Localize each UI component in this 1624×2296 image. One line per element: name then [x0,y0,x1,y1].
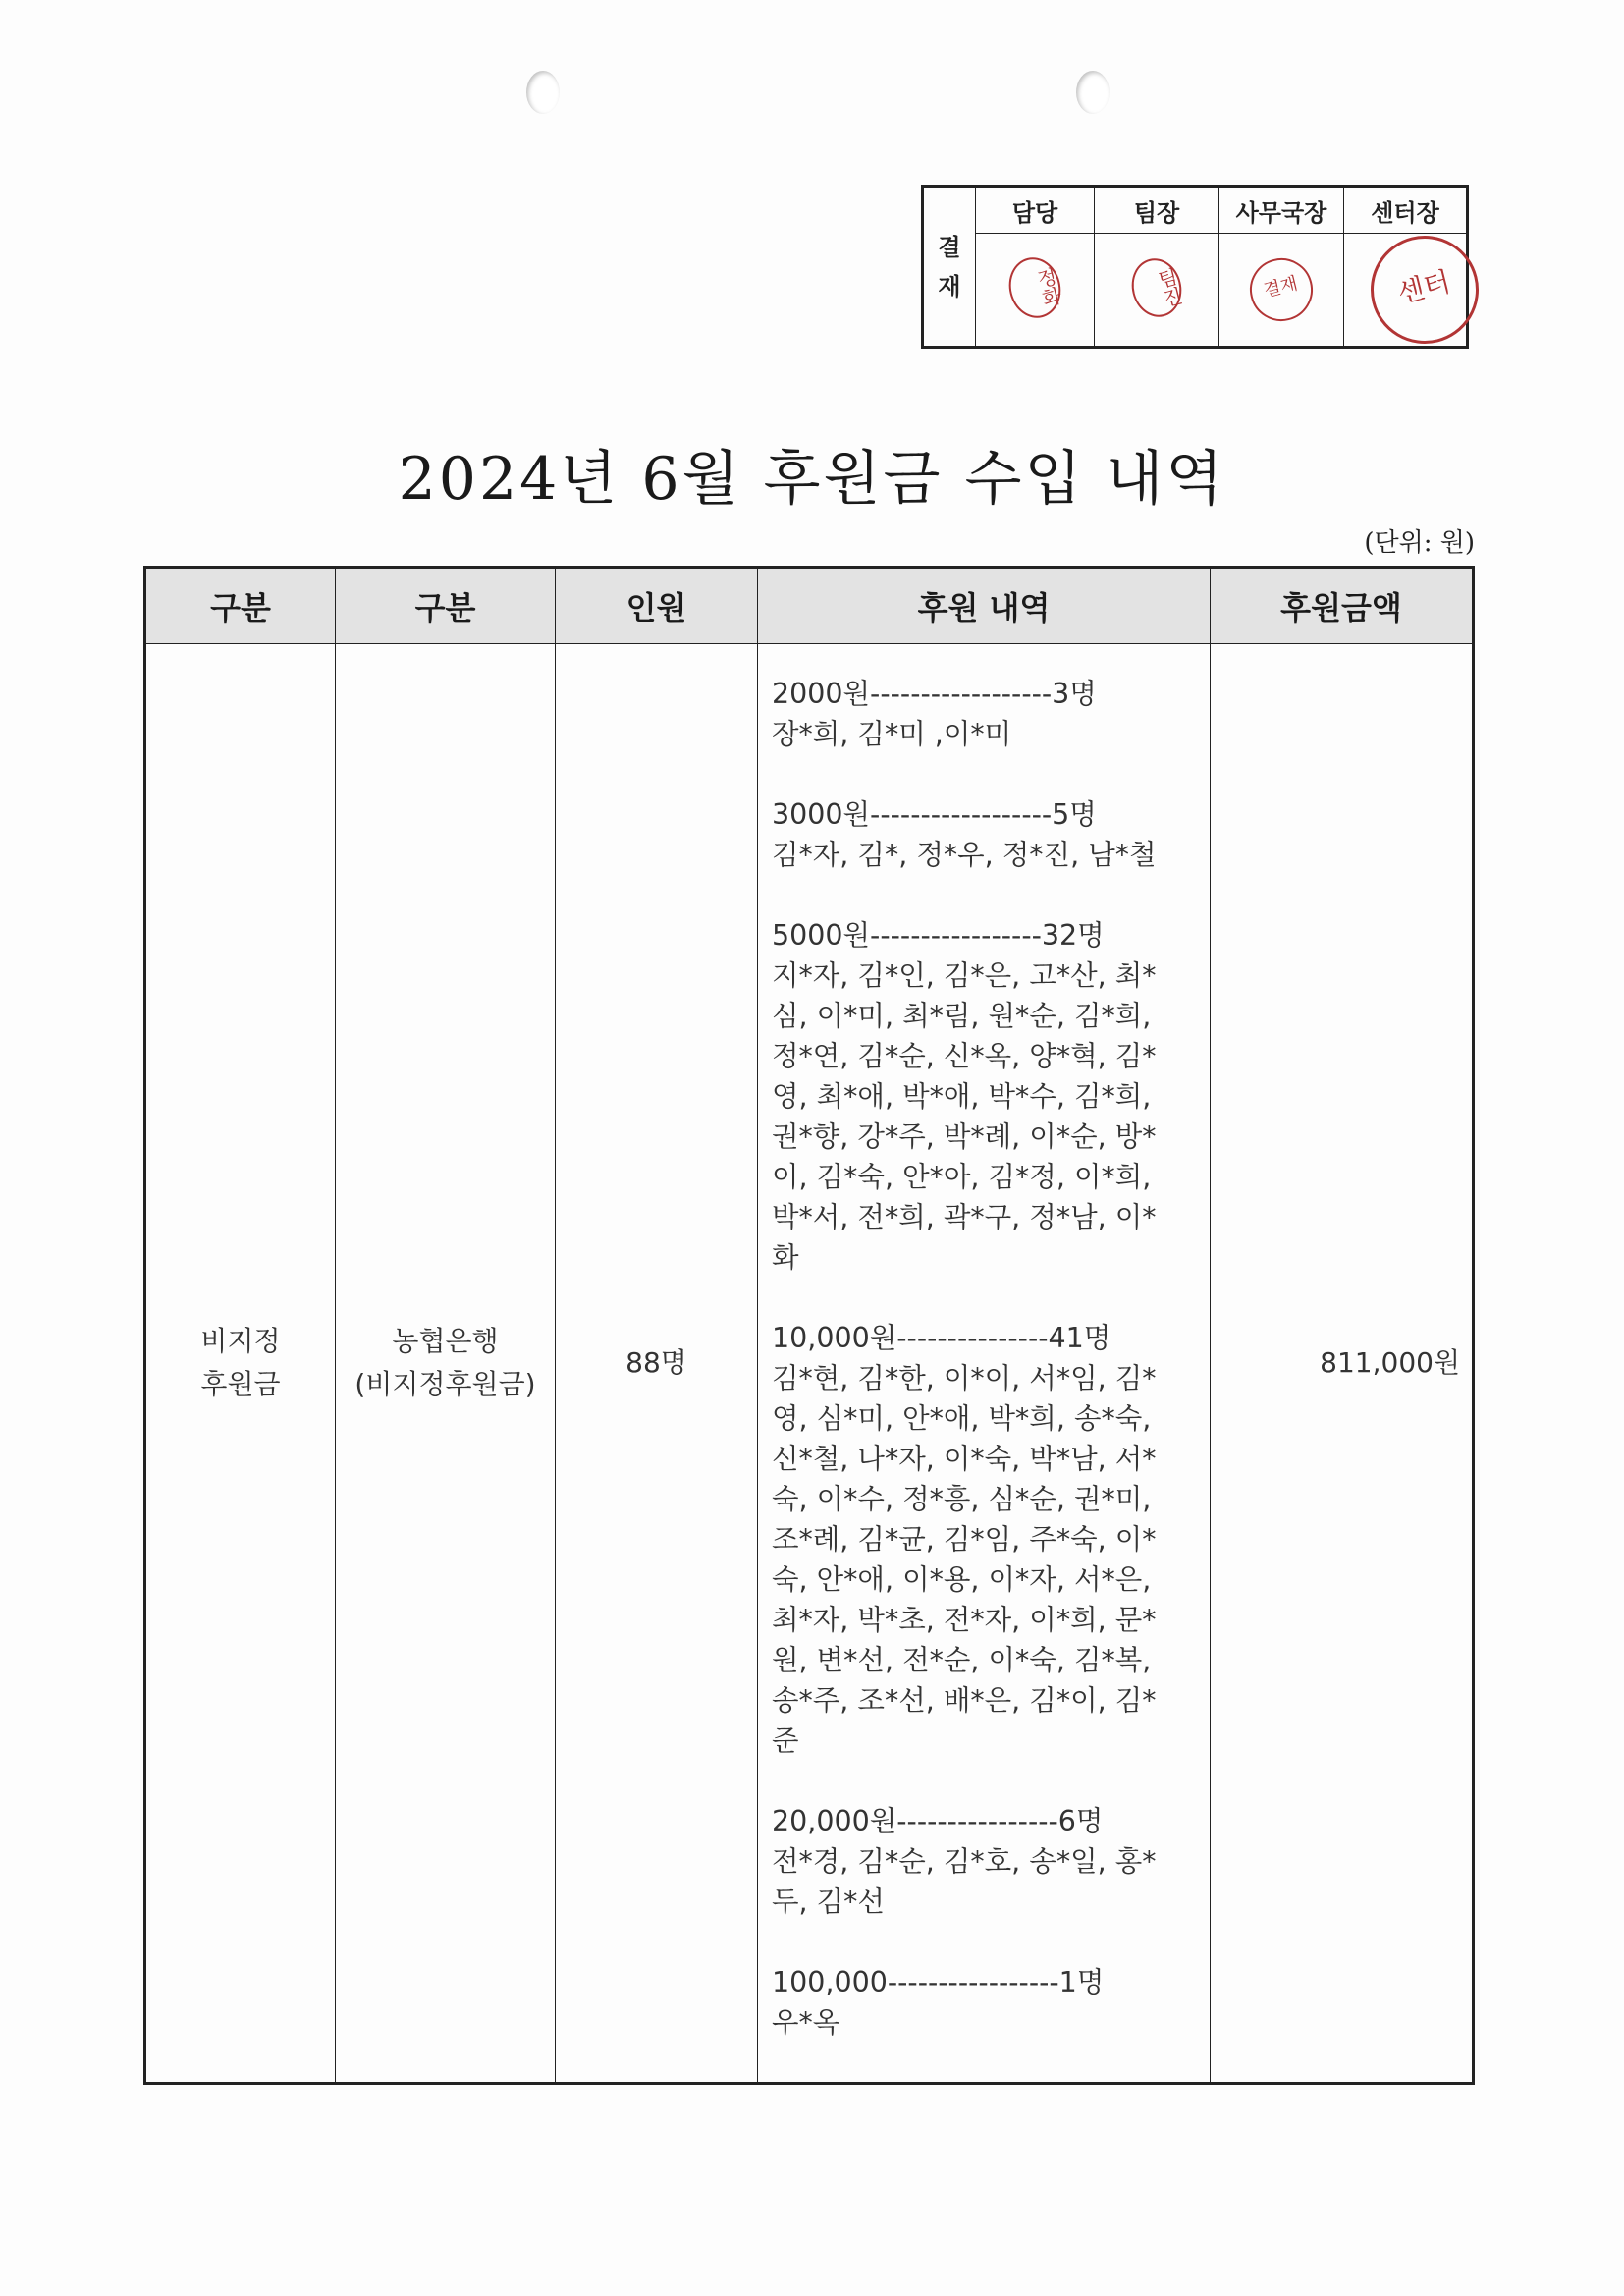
donor-line: 최*자, 박*초, 전*자, 이*희, 문* [772,1604,1157,1636]
donor-line: 박*서, 전*희, 곽*구, 정*남, 이* [772,1201,1157,1233]
seal-stamp-center-director: 센터 [1359,224,1489,355]
donation-table [143,566,1475,2085]
donor-line: 송*주, 조*선, 배*은, 김*이, 김* [772,1684,1157,1717]
table-header-row [145,568,1474,644]
donor-line: 화 [772,1241,799,1274]
approval-sign-staff [976,234,1095,348]
approval-header-secretary-general: 사무국장 [1219,187,1344,234]
donor-line: 이, 김*숙, 안*아, 김*정, 이*희, [772,1161,1152,1193]
cell-account: 농협은행 (비지정후원금) [336,644,556,2084]
donation-group-5000 [772,915,1198,1278]
donor-line: 숙, 안*애, 이*용, 이*자, 서*은, [772,1563,1152,1596]
header-amount: 후원금액 [1211,568,1474,644]
donor-line: 권*향, 강*주, 박*례, 이*순, 방* [772,1121,1157,1153]
approval-sign-center-director [1344,234,1468,348]
donation-group-3000 [772,794,1198,875]
approval-side-label: 결 재 [923,187,976,348]
donor-line: 원, 변*선, 전*순, 이*숙, 김*복, [772,1644,1152,1676]
donation-group-10000 [772,1318,1198,1761]
donor-line: 영, 심*미, 안*애, 박*희, 송*숙, [772,1402,1152,1435]
donor-line: 장*희, 김*미 ,이*미 [772,718,1012,750]
group-heading: 2000원------------------3명 [772,678,1097,710]
donation-group-20000 [772,1801,1198,1922]
cell-amount: 811,000원 [1211,644,1474,2084]
unit-note: (단위: 원) [1364,528,1475,558]
approval-header-staff: 담당 [976,187,1095,234]
approval-sign-secretary-general [1219,234,1344,348]
punch-hole-left [526,71,560,114]
donor-line: 지*자, 김*인, 김*은, 고*산, 최* [772,959,1157,992]
group-heading: 20,000원----------------6명 [772,1805,1104,1837]
punch-hole-right [1076,71,1110,114]
seal-stamp-staff: 정화 [1002,252,1066,324]
approval-header-team-lead: 팀장 [1095,187,1219,234]
donor-line: 두, 김*선 [772,1886,885,1918]
cell-category: 비지정 후원금 [145,644,336,2084]
approval-header-center-director: 센터장 [1344,187,1468,234]
cell-details [758,644,1211,2084]
approval-sign-team-lead [1095,234,1219,348]
header-account: 구분 [336,568,556,644]
donor-line: 신*철, 나*자, 이*숙, 박*남, 서* [772,1443,1157,1475]
group-heading: 5000원-----------------32명 [772,919,1105,952]
header-count: 인원 [556,568,758,644]
approval-box [921,185,1469,349]
donor-line: 우*옥 [772,2006,840,2039]
donation-group-2000 [772,674,1198,754]
donor-line: 영, 최*애, 박*애, 박*수, 김*희, [772,1080,1152,1113]
table-row [145,644,1474,2084]
seal-stamp-secretary-general: 결재 [1243,251,1320,328]
donor-line: 김*자, 김*, 정*우, 정*진, 남*철 [772,839,1157,871]
seal-stamp-team-lead: 팀진 [1125,253,1187,322]
cell-count: 88명 [556,644,758,2084]
group-heading: 10,000원---------------41명 [772,1322,1111,1354]
donor-line: 심, 이*미, 최*림, 원*순, 김*희, [772,1000,1152,1032]
donation-group-100000 [772,1962,1198,2043]
donor-line: 정*연, 김*순, 신*옥, 양*혁, 김* [772,1040,1157,1072]
header-category: 구분 [145,568,336,644]
donor-line: 조*례, 김*균, 김*임, 주*숙, 이* [772,1523,1157,1556]
donor-line: 숙, 이*수, 정*흥, 심*순, 권*미, [772,1483,1152,1515]
donor-line: 준 [772,1724,799,1757]
page-title: 2024년 6월 후원금 수입 내역 [398,445,1226,514]
donor-line: 김*현, 김*한, 이*이, 서*임, 김* [772,1362,1157,1394]
group-heading: 100,000-----------------1명 [772,1966,1105,1998]
donor-line: 전*경, 김*순, 김*호, 송*일, 홍* [772,1845,1157,1878]
header-details: 후원 내역 [758,568,1211,644]
group-heading: 3000원------------------5명 [772,798,1097,831]
